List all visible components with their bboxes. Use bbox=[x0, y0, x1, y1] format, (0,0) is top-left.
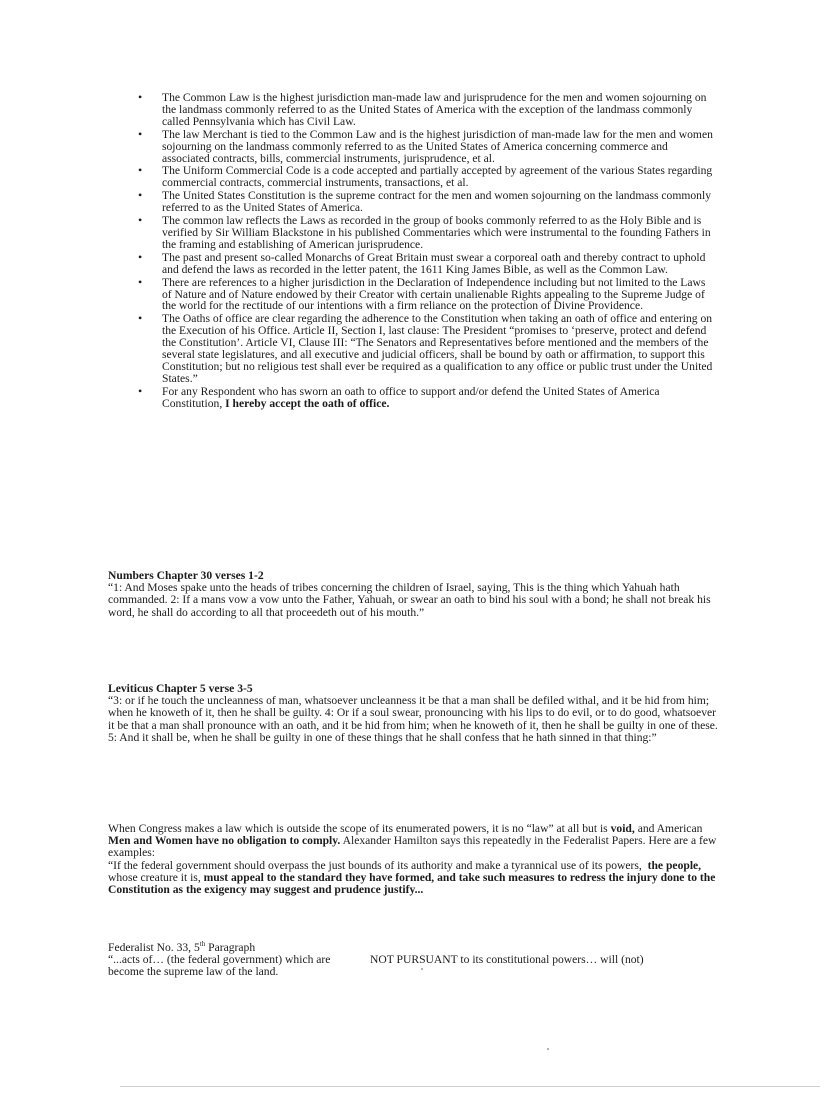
bullet-text: For any Respondent who has sworn an oath to office to support and/or defend the United States of America Constitution, bbox=[162, 384, 660, 410]
hamilton-text-1: “If the federal government should overpass the just bounds of its authority and make a tyrannical use of its powers, bbox=[108, 858, 642, 872]
bullet-text: The common law reflects the Laws as recorded in the group of books commonly referred to as the Holy Bible and is verified by Sir William Blackstone in his published Commentaries which were instrumental to the founding Fathers in the framing and establishing of American jurisprudence. bbox=[162, 214, 711, 251]
leviticus-quote: “3: or if he touch the uncleanness of man, whatsoever uncleanness it be that a man shall be defiled withal, and it be hid from him; when he knoweth of it, then he shall be guilty. 4: Or if a soul swear, pronouncing with his lips to do evil, or to do good, whatsoever it be that a man shall pronounce with an oath, and it be hid from him; when he knoweth of it, then he shall be guilty in one of these. 5: And it shall be, when he shall be guilty in one of these things that he shall confess that he hath sinned in that thing:” bbox=[108, 694, 718, 744]
congress-paragraph bbox=[108, 823, 720, 860]
no-obligation-emphasis: Men and Women have no obligation to comply. bbox=[108, 834, 341, 848]
list-item bbox=[136, 274, 714, 313]
hamilton-quote bbox=[108, 860, 720, 897]
bullet-icon: • bbox=[138, 126, 143, 141]
bullet-text: There are references to a higher jurisdiction in the Declaration of Independence including but not limited to the Laws of Nature and of Nature endowed by their Creator with certain unalienable Rights appealing to the Supreme Judge of the world for the rectitude of our intentions with a firm reliance on the protection of Divine Providence. bbox=[162, 275, 706, 313]
oath-acceptance: I hereby accept the oath of office. bbox=[225, 396, 390, 410]
the-people-emphasis: the people, bbox=[647, 858, 702, 872]
bullet-text: The United States Constitution is the supreme contract for the men and women sojourning on the landmass commonly referred to as the United States of America. bbox=[162, 189, 711, 215]
numbers-heading: Numbers Chapter 30 verses 1-2 bbox=[108, 569, 264, 582]
federalist-left-text: “...acts of… (the federal government) which are bbox=[108, 953, 331, 967]
bullet-text: The past and present so-called Monarchs of Great Britain must swear a corporeal oath and thereby contract to uphold and defend the laws as recorded in the letter patent, the 1611 King James Bible, as well as the Common Law. bbox=[162, 250, 706, 276]
list-item bbox=[136, 126, 714, 165]
bullet-text: The law Merchant is tied to the Common Law and is the highest jurisdiction of man-made law for the men and women sojourning on the landmass commonly referred to as the United States of America concerning commerce and associated contracts, bills, commercial instruments, jurisprudence, et al. bbox=[162, 127, 713, 165]
leviticus-section bbox=[108, 683, 720, 744]
congress-text-3: Alexander Hamilton says this repeatedly in the Federalist Papers. Here are a few examples: bbox=[108, 834, 717, 860]
bullet-icon: • bbox=[138, 163, 143, 178]
void-emphasis: void, bbox=[610, 822, 635, 835]
bullet-icon: • bbox=[138, 188, 143, 203]
scan-speck bbox=[547, 1048, 549, 1050]
list-item bbox=[136, 190, 714, 214]
bullet-text: The Uniform Commercial Code is a code accepted and partially accepted by agreement of the various States regarding commercial contracts, commercial instruments, transactions, et al. bbox=[162, 164, 713, 190]
bullet-icon: • bbox=[138, 213, 143, 228]
numbers-quote: “1: And Moses spake unto the heads of tribes concerning the children of Israel, saying, This is the thing which Yahuah hath commanded. 2: If a mans vow a vow unto the Father, Yahuah, or swear an oath to bind his soul with a bond; he shall not break his word, he shall do according to all that proceedeth out of his mouth.” bbox=[108, 581, 711, 619]
bullet-list bbox=[136, 92, 714, 411]
bullet-icon: • bbox=[138, 90, 143, 104]
scan-speck bbox=[421, 968, 423, 970]
congress-text-1: When Congress makes a law which is outside the scope of its enumerated powers, it is no “law” at all but is bbox=[108, 822, 608, 835]
congress-text-2: and American bbox=[637, 822, 703, 835]
bullet-icon: • bbox=[138, 249, 143, 264]
list-item bbox=[136, 215, 714, 251]
list-item bbox=[136, 249, 714, 276]
list-item bbox=[136, 313, 714, 384]
bullet-icon: • bbox=[138, 383, 143, 398]
federalist-heading-text: Federalist No. 33, 5 bbox=[108, 940, 200, 954]
federalist-heading bbox=[108, 938, 708, 954]
list-item bbox=[136, 383, 714, 410]
scan-edge-line bbox=[120, 1086, 820, 1087]
federalist-section bbox=[108, 938, 708, 978]
federalist-line-2: become the supreme law of the land. bbox=[108, 965, 279, 979]
numbers-section bbox=[108, 570, 720, 619]
leviticus-heading: Leviticus Chapter 5 verse 3-5 bbox=[108, 682, 253, 695]
bullet-icon: • bbox=[138, 274, 143, 289]
bullet-icon: • bbox=[138, 311, 143, 326]
federalist-right-text: NOT PURSUANT to its constitutional powers… will (not) bbox=[370, 953, 644, 967]
federalist-line-1 bbox=[108, 954, 708, 966]
list-item bbox=[136, 92, 714, 128]
bullet-text: The Oaths of office are clear regarding the adherence to the Constitution when taking an oath of office and entering on the Execution of his Office. Article II, Section I, last clause: The President “promises to ‘preserve, protect and defend the Constitution’. Article VI, Clause III: “The Senators and Representatives before mentioned and the members of the several state legislatures, and all executive and judicial officers, shall be bound by oath or affirmation, to support this Constitution; but no religious test shall ever be required as a qualification to any office or public trust under the United States.” bbox=[162, 312, 713, 385]
federalist-heading-sup: th bbox=[199, 940, 206, 948]
hamilton-text-2: whose creature it is, bbox=[108, 870, 201, 884]
congress-section bbox=[108, 823, 720, 896]
federalist-heading-tail: Paragraph bbox=[205, 940, 256, 954]
list-item bbox=[136, 165, 714, 189]
bullet-text: The Common Law is the highest jurisdiction man-made law and jurisprudence for the men and women sojourning on the landmass commonly referred to as the United States of America with the exception of the landmass commonly called Pennsylvania which has Civil Law. bbox=[162, 91, 707, 128]
appeal-emphasis: must appeal to the standard they have formed, and take such measures to redress the injury done to the Constitution as the exigency may suggest and prudence justify... bbox=[108, 870, 716, 897]
